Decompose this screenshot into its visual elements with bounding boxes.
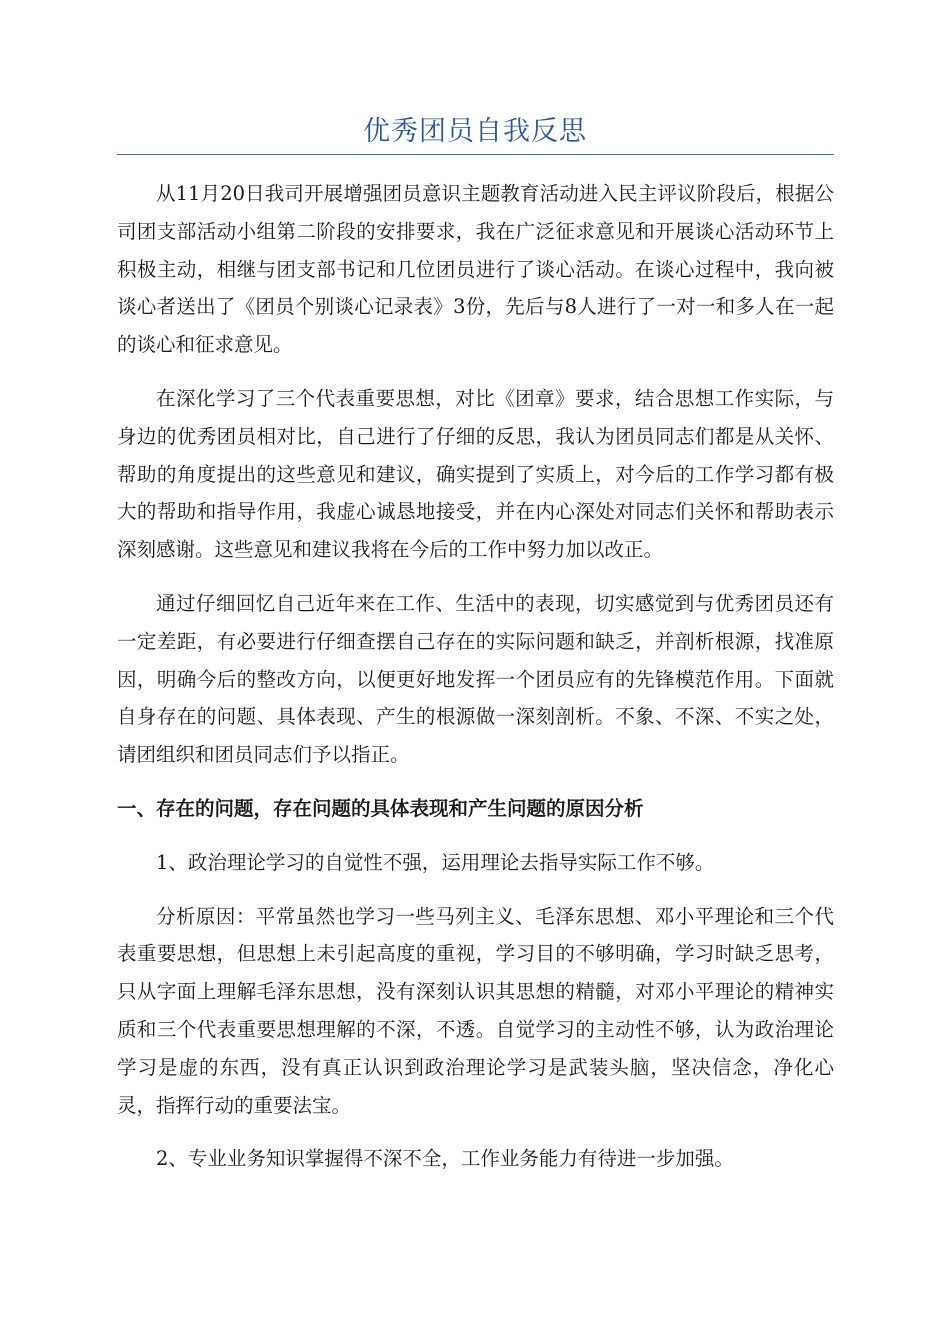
section-heading-problems: 一、存在的问题，存在问题的具体表现和产生问题的原因分析 <box>117 796 644 820</box>
paragraph-self-review: 通过仔细回忆自己近年来在工作、生活中的表现，切实感觉到与优秀团员还有一定差距，有必要进行仔细查摆自己存在的实际问题和缺乏，并剖析根源，找准原因，明确今后的整改方向，以便更好地发挥一个团员应有的先锋模范作用。下面就自身存在的问题、具体表现、产生的根源做一深刻剖析。不象、不深、不实之处，请团组织和团员同志们予以指正。 <box>117 591 834 767</box>
paragraph-problem-2: 2、专业业务知识掌握得不深不全，工作业务能力有待进一步加强。 <box>156 1147 734 1171</box>
title-underline <box>117 154 834 155</box>
paragraph-problem-1: 1、政治理论学习的自觉性不强，运用理论去指导实际工作不够。 <box>156 850 715 874</box>
paragraph-intro: 从11月20日我司开展增强团员意识主题教育活动进入民主评议阶段后，根据公司团支部活动小组第二阶段的安排要求，我在广泛征求意见和开展谈心活动环节上积极主动，相继与团支部书记和几位团员进行了谈心活动。在谈心过程中，我向被谈心者送出了《团员个别谈心记录表》3份，先后与8人进行了一对一和多人在一起的谈心和征求意见。 <box>117 182 834 357</box>
document-body <box>117 175 834 1194</box>
paragraph-reflection: 在深化学习了三个代表重要思想，对比《团章》要求，结合思想工作实际，与身边的优秀团员相对比，自己进行了仔细的反思，我认为团员同志们都是从关怀、帮助的角度提出的这些意见和建议，确实提到了实质上，对今后的工作学习都有极大的帮助和指导作用，我虚心诚恳地接受，并在内心深处对同志们关怀和帮助表示深刻感谢。这些意见和建议我将在今后的工作中努力加以改正。 <box>117 386 834 562</box>
paragraph-analysis-1: 分析原因：平常虽然也学习一些马列主义、毛泽东思想、邓小平理论和三个代表重要思想，但思想上未引起高度的重视，学习目的不够明确，学习时缺乏思考，只从字面上理解毛泽东思想，没有深刻认识其思想的精髓，对邓小平理论的精神实质和三个代表重要思想理解的不深，不透。自觉学习的主动性不够，认为政治理论学习是虚的东西，没有真正认识到政治理论学习是武装头脑，坚决信念，净化心灵，指挥行动的重要法宝。 <box>117 904 834 1117</box>
document-title: 优秀团员自我反思 <box>363 116 587 147</box>
